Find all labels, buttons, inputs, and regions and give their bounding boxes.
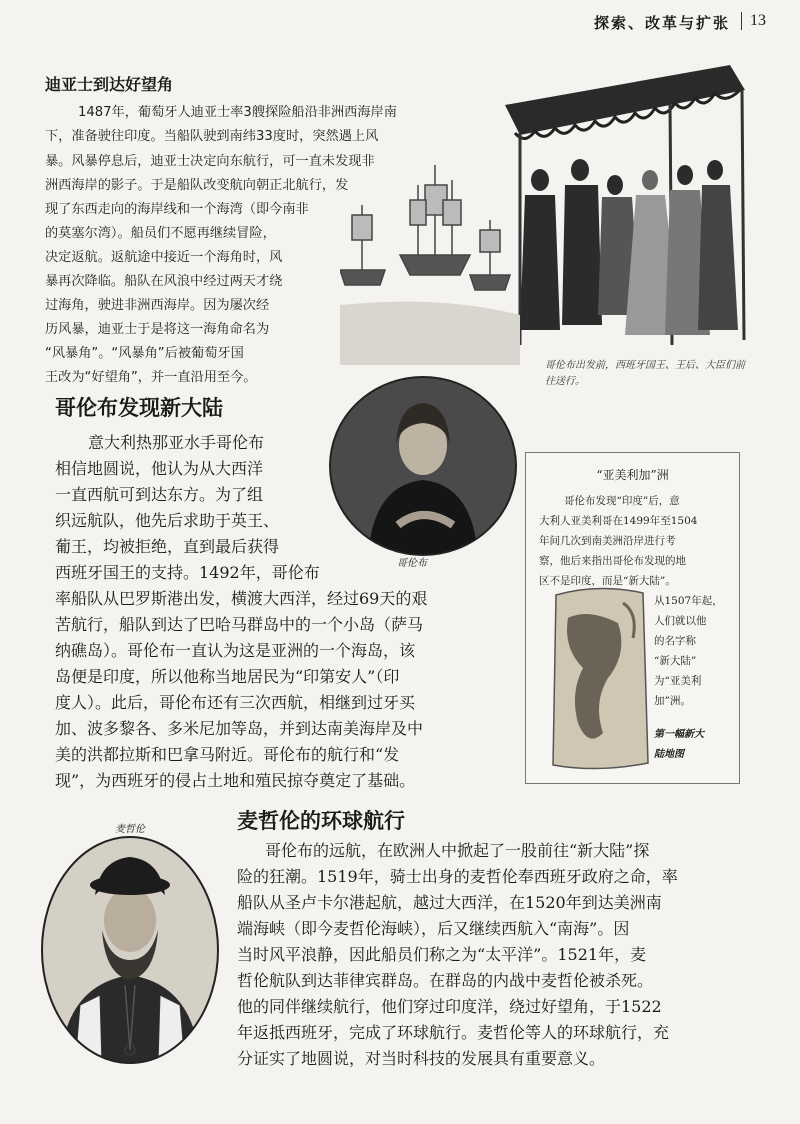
map-caption-line: 第一幅新大: [654, 729, 704, 740]
paragraph-line: 船队从圣卢卡尔港起航，越过大西洋，在1520年到达美洲南: [237, 893, 662, 912]
running-header-title: 探索、改革与扩张: [593, 14, 730, 32]
paragraph-line: 决定返航。返航途中接近一个海角时，风: [45, 250, 283, 265]
sidebar-line: 为“亚美利: [654, 675, 702, 687]
illustration-caption: 哥伦布出发前，西班牙国王、王后、大臣们前往送行。: [545, 360, 745, 387]
paragraph-line: 现”，为西班牙的侵占土地和殖民掠夺奠定了基础。: [55, 771, 416, 790]
paragraph-line: 分证实了地圆说，对当时科技的发展具有重要意义。: [237, 1049, 606, 1068]
map-caption-line: 陆地图: [654, 749, 684, 760]
paragraph-line: 率船队从巴罗斯港出发，横渡大西洋，经过69天的艰: [55, 589, 428, 608]
first-new-world-map-image: [548, 583, 651, 773]
paragraph-line: 哥伦布的远航，在欧洲人中掀起了一股前往“新大陆”探: [265, 841, 650, 860]
paragraph-line: 下，准备驶往印度。当船队驶到南纬33度时，突然遇上风: [45, 129, 379, 144]
paragraph-line: 织远航队，他先后求助于英王、: [55, 511, 280, 530]
sidebar-line: 的名字称: [654, 635, 696, 647]
paragraph-line: 加、波多黎各、多米尼加等岛，并到达南美海岸及中: [55, 719, 424, 738]
paragraph-line: 年返抵西班牙，完成了环球航行。麦哲伦等人的环球航行，充: [237, 1023, 670, 1042]
paragraph-line: 度人）。此后，哥伦布还有三次西航，相继到过牙买: [55, 693, 416, 712]
paragraph-line: 暴。风暴停息后，迪亚士决定向东航行，可一直未发现非: [45, 154, 375, 169]
columbus-farewell-illustration: [340, 45, 760, 365]
sidebar-line: 察，他后来指出哥伦布发现的地: [539, 555, 686, 567]
paragraph-line: 岛便是印度，所以他称当地居民为“印第安人”（印: [55, 667, 400, 686]
paragraph-line: 相信地圆说，他认为从大西洋: [55, 459, 264, 478]
section-title-magellan: 麦哲伦的环球航行: [237, 809, 405, 833]
section-title-dias: 迪亚士到达好望角: [45, 75, 174, 94]
sidebar-title: “亚美利加”洲: [596, 468, 669, 482]
sidebar-line: 从1507年起，: [654, 595, 723, 607]
paragraph-line: 苦航行，船队到达了巴哈马群岛中的一个小岛（萨马: [55, 615, 424, 634]
paragraph-line: 王改为“好望角”，并一直沿用至今。: [45, 370, 257, 385]
page-number: 13: [750, 12, 766, 29]
section-title-columbus: 哥伦布发现新大陆: [55, 396, 223, 420]
sidebar-line: 哥伦布发现“印度”后，意: [564, 495, 680, 507]
columbus-portrait: [328, 375, 518, 557]
paragraph-line: 纳礁岛）。哥伦布一直认为这是亚洲的一个海岛，该: [55, 641, 416, 660]
paragraph-line: 1487年，葡萄牙人迪亚士率3艘探险船沿非洲西海岸南: [78, 105, 397, 120]
paragraph-line: 端海峡（即今麦哲伦海峡），后又继续西航入“南海”。因: [237, 919, 630, 938]
paragraph-line: 险的狂潮。1519年，骑士出身的麦哲伦奉西班牙政府之命，率: [237, 867, 678, 886]
magellan-portrait: [40, 835, 220, 1065]
sidebar-line: 年间几次到南美洲沿岸进行考: [539, 535, 676, 547]
paragraph-line: 暴再次降临。船队在风浪中经过两天才绕: [45, 274, 283, 289]
sidebar-line: 加”洲。: [654, 695, 691, 707]
paragraph-line: 他的同伴继续航行，他们穿过印度洋，绕过好望角，于1522: [237, 997, 662, 1016]
paragraph-line: 一直西航可到达东方。为了组: [55, 485, 264, 504]
paragraph-line: 历风暴，迪亚士于是将这一海角命名为: [45, 322, 270, 337]
sidebar-line: 大利人亚美利哥在1499年至1504: [539, 515, 698, 527]
sidebar-line: 人们就以他: [654, 615, 707, 627]
header-divider: [741, 12, 742, 30]
paragraph-line: “风暴角”。“风暴角”后被葡萄牙国: [45, 346, 244, 361]
portrait-caption: 哥伦布: [397, 558, 427, 569]
paragraph-line: 意大利热那亚水手哥伦布: [88, 433, 265, 452]
paragraph-line: 过海角，驶进非洲西海岸。因为屡次经: [45, 298, 270, 313]
portrait-caption: 麦哲伦: [115, 824, 145, 835]
map-caption: [654, 725, 704, 765]
paragraph-line: 美的洪都拉斯和巴拿马附近。哥伦布的航行和“发: [55, 745, 400, 764]
paragraph-line: 哲伦航队到达菲律宾群岛。在群岛的内战中麦哲伦被杀死。: [237, 971, 654, 990]
america-sidebar-box: [525, 452, 740, 784]
paragraph-line: 的莫塞尔湾）。船员们不愿再继续冒险，: [45, 226, 276, 241]
paragraph-line: 当时风平浪静，因此船员们称之为“太平洋”。1521年，麦: [237, 945, 647, 964]
sidebar-line: “新大陆”: [654, 655, 697, 667]
paragraph-line: 现了东西走向的海岸线和一个海湾（即今南非: [45, 202, 309, 217]
paragraph-line: 西班牙国王的支持。1492年，哥伦布: [55, 563, 320, 582]
sidebar-line: 区不是印度，而是“新大陆”。: [539, 575, 676, 587]
paragraph-line: 葡王，均被拒绝，直到最后获得: [55, 537, 280, 556]
paragraph-line: 洲西海岸的影子。于是船队改变航向朝正北航行，发: [45, 178, 349, 193]
